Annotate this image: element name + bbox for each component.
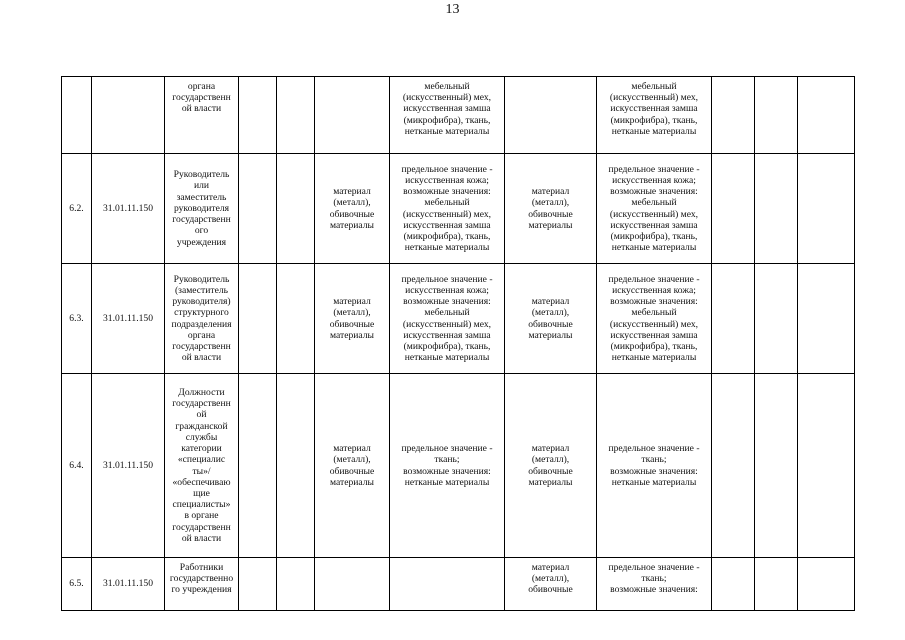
okpd-code-cell: 31.01.11.150 <box>92 374 165 558</box>
table-row <box>62 264 855 374</box>
position-cell: Руководитель или заместитель руководителя государственн ого учреждения <box>165 154 239 264</box>
table-row <box>62 374 855 558</box>
empty-cell <box>798 154 855 264</box>
characteristic-cell: материал (металл), обивочные материалы <box>505 374 597 558</box>
empty-cell <box>277 374 315 558</box>
value-cell: предельное значение - искусственная кожа; возможные значения: мебельный (искусственный) мех, искусственная замша (микрофибра), ткань, нетканые материалы <box>390 154 505 264</box>
value-cell: мебельный (искусственный) мех, искусственная замша (микрофибра), ткань, нетканые материалы <box>390 77 505 154</box>
value-cell: предельное значение - искусственная кожа; возможные значения: мебельный (искусственный) мех, искусственная замша (микрофибра), ткань, нетканые материалы <box>390 264 505 374</box>
characteristic-cell: материал (металл), обивочные материалы <box>505 264 597 374</box>
empty-cell <box>755 374 798 558</box>
page-number: 13 <box>445 2 460 17</box>
position-cell: органа государственн ой власти <box>165 77 239 154</box>
empty-cell <box>239 77 277 154</box>
row-number-cell: 6.2. <box>62 154 92 264</box>
position-cell: Работники государственно го учреждения <box>165 558 239 611</box>
table-row <box>62 77 855 154</box>
empty-cell <box>239 154 277 264</box>
empty-cell <box>755 558 798 611</box>
value-cell: предельное значение - ткань; возможные значения: <box>597 558 712 611</box>
value-cell <box>390 558 505 611</box>
okpd-code-cell: 31.01.11.150 <box>92 264 165 374</box>
empty-cell <box>277 77 315 154</box>
value-cell: мебельный (искусственный) мех, искусственная замша (микрофибра), ткань, нетканые материалы <box>597 77 712 154</box>
empty-cell <box>755 154 798 264</box>
characteristic-cell: материал (металл), обивочные <box>505 558 597 611</box>
okpd-code-cell <box>92 77 165 154</box>
empty-cell <box>755 77 798 154</box>
empty-cell <box>798 77 855 154</box>
position-cell: Руководитель (заместитель руководителя) структурного подразделения органа государственн ой власти <box>165 264 239 374</box>
characteristic-cell: материал (металл), обивочные материалы <box>315 154 390 264</box>
position-cell: Должности государственн ой гражданской службы категории «специалис ты»/ «обеспечиваю щие специалисты» в органе государственн ой власти <box>165 374 239 558</box>
empty-cell <box>798 374 855 558</box>
empty-cell <box>712 374 755 558</box>
characteristic-cell <box>315 77 390 154</box>
okpd-code-cell: 31.01.11.150 <box>92 558 165 611</box>
value-cell: предельное значение - ткань; возможные значения: нетканые материалы <box>597 374 712 558</box>
value-cell: предельное значение - ткань; возможные значения: нетканые материалы <box>390 374 505 558</box>
characteristic-cell <box>315 558 390 611</box>
specifications-table <box>61 76 855 611</box>
empty-cell <box>712 77 755 154</box>
characteristic-cell: материал (металл), обивочные материалы <box>505 154 597 264</box>
row-number-cell: 6.3. <box>62 264 92 374</box>
characteristic-cell: материал (металл), обивочные материалы <box>315 264 390 374</box>
empty-cell <box>755 264 798 374</box>
empty-cell <box>712 154 755 264</box>
table-row <box>62 558 855 611</box>
empty-cell <box>277 558 315 611</box>
empty-cell <box>712 264 755 374</box>
characteristic-cell: материал (металл), обивочные материалы <box>315 374 390 558</box>
value-cell: предельное значение - искусственная кожа; возможные значения: мебельный (искусственный) мех, искусственная замша (микрофибра), ткань, нетканые материалы <box>597 154 712 264</box>
value-cell: предельное значение - искусственная кожа; возможные значения: мебельный (искусственный) мех, искусственная замша (микрофибра), ткань, нетканые материалы <box>597 264 712 374</box>
row-number-cell: 6.4. <box>62 374 92 558</box>
empty-cell <box>712 558 755 611</box>
empty-cell <box>277 264 315 374</box>
characteristic-cell <box>505 77 597 154</box>
empty-cell <box>277 154 315 264</box>
okpd-code-cell: 31.01.11.150 <box>92 154 165 264</box>
table-row <box>62 154 855 264</box>
empty-cell <box>798 264 855 374</box>
empty-cell <box>798 558 855 611</box>
row-number-cell <box>62 77 92 154</box>
empty-cell <box>239 558 277 611</box>
empty-cell <box>239 374 277 558</box>
empty-cell <box>239 264 277 374</box>
row-number-cell: 6.5. <box>62 558 92 611</box>
